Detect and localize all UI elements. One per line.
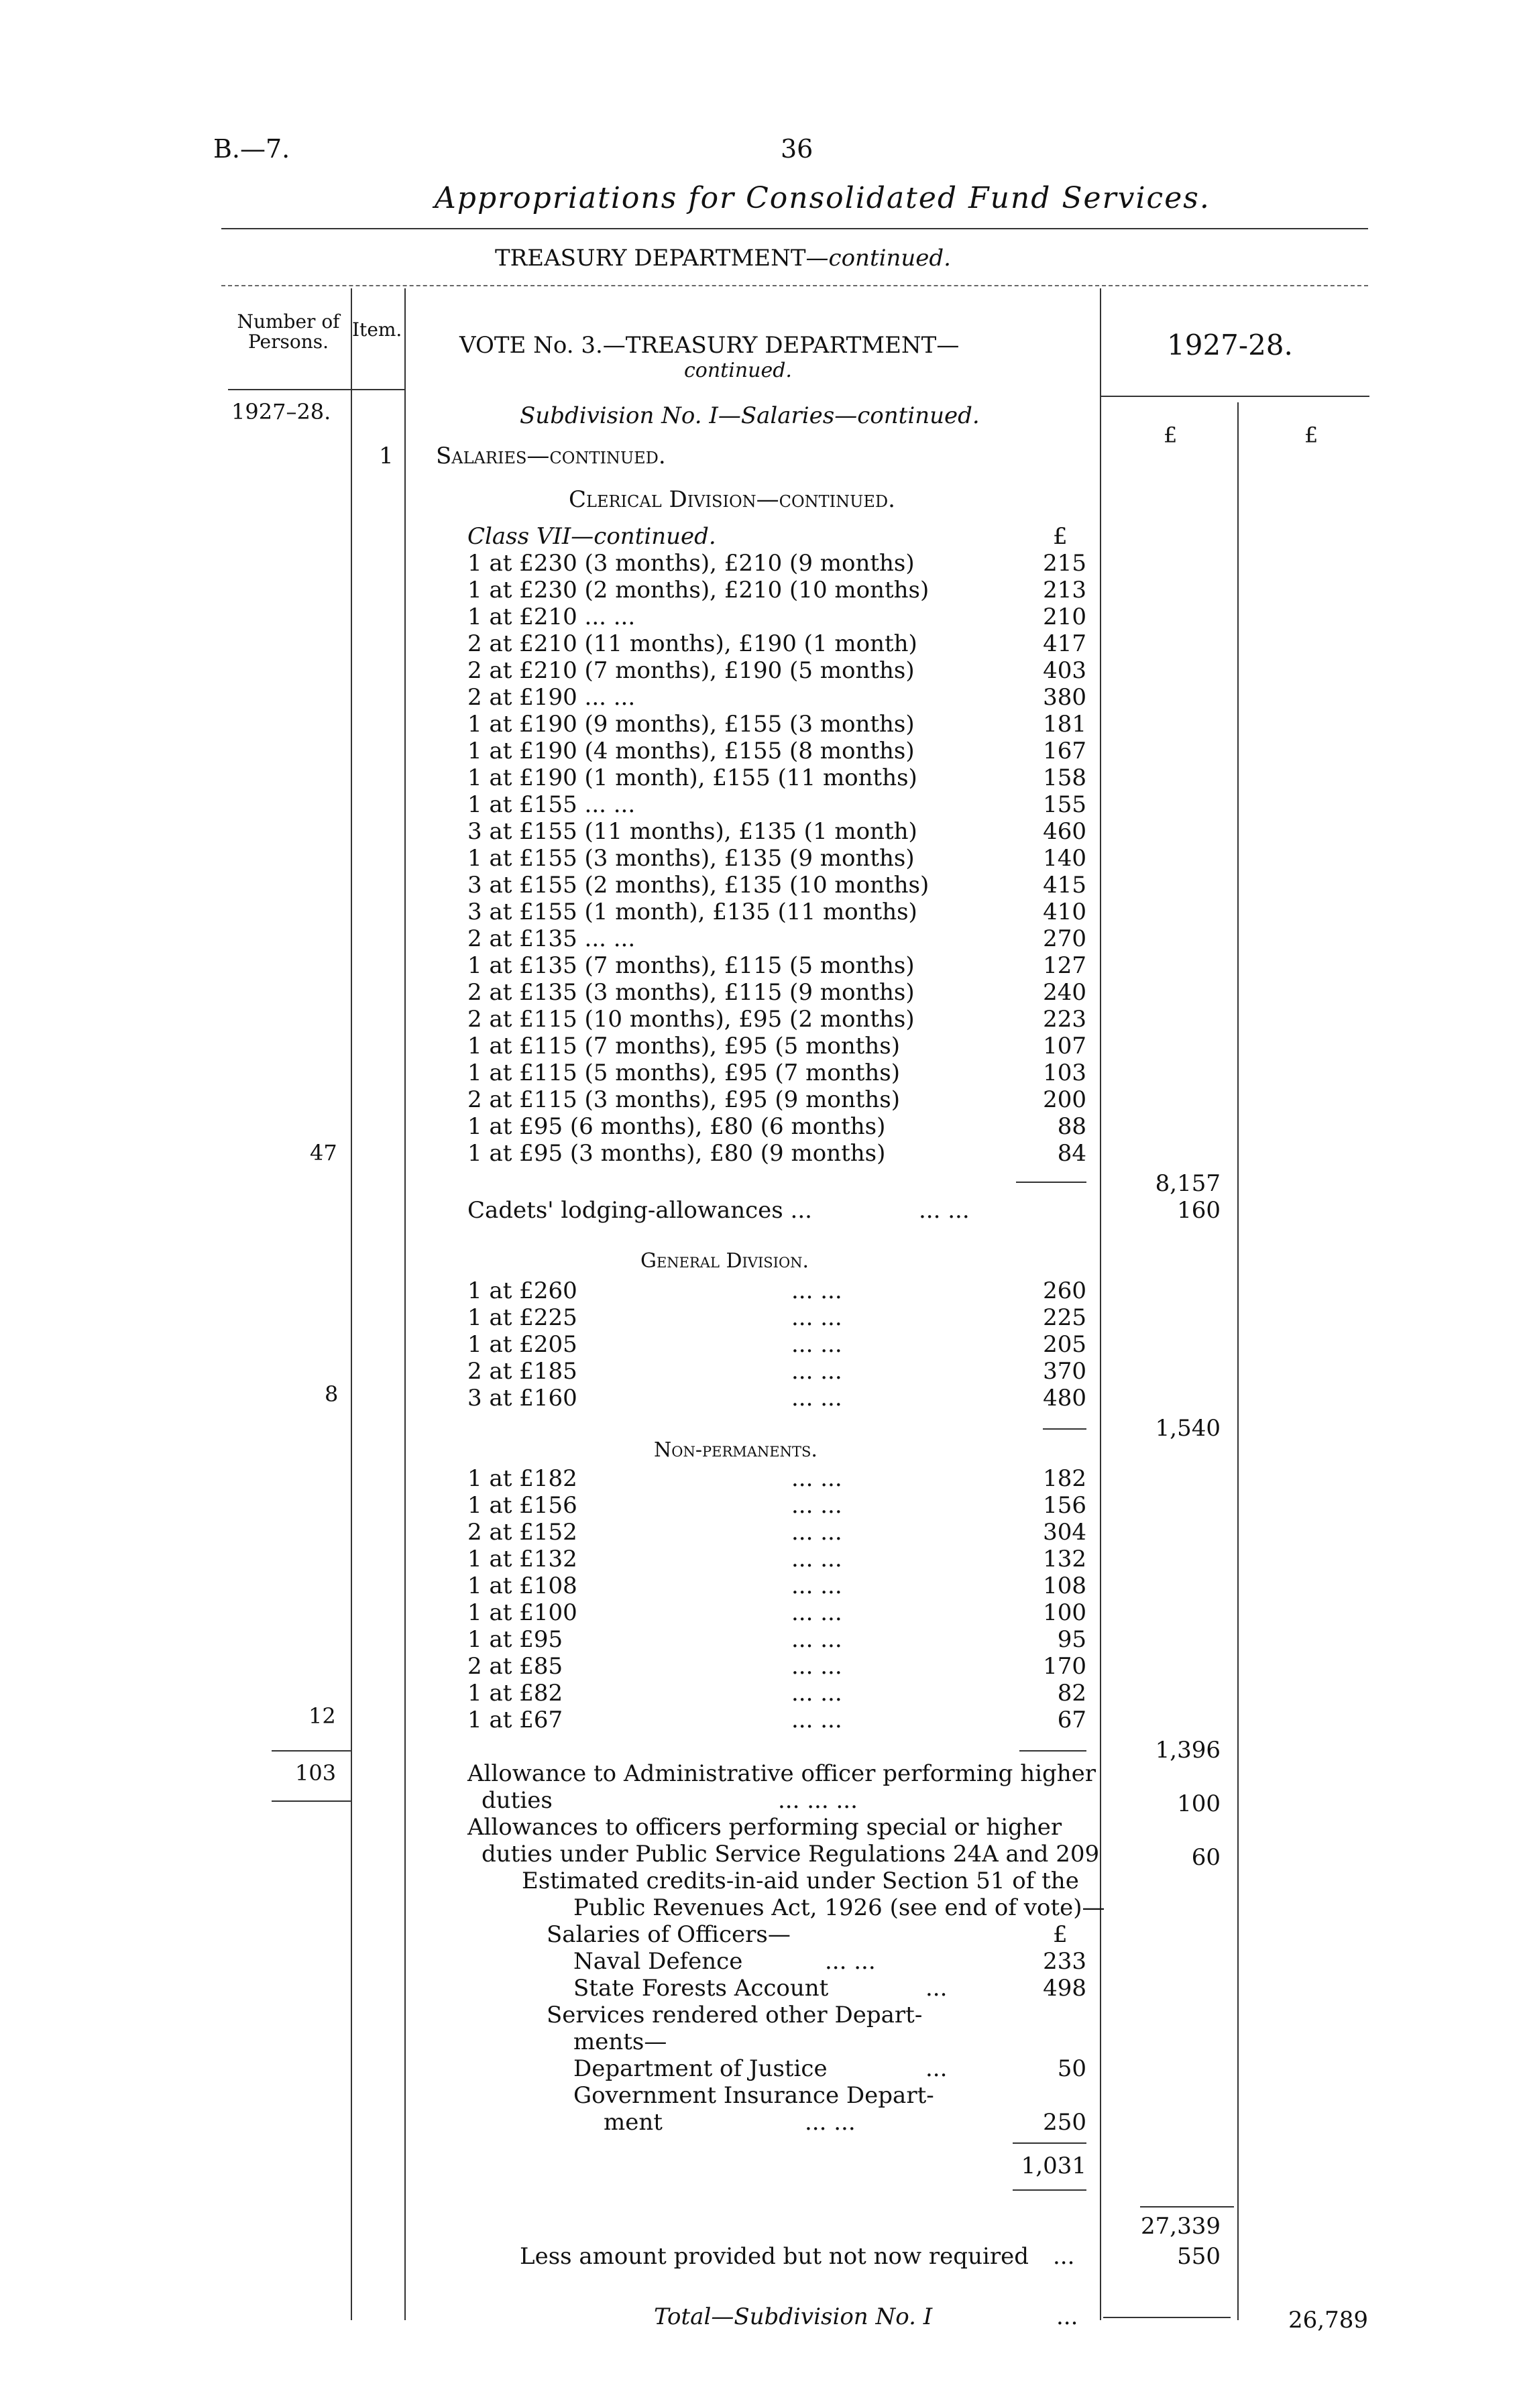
gross-total: 27,339 <box>1141 2213 1221 2240</box>
row-amount: 270 <box>1043 925 1086 952</box>
row-amount: 84 <box>1057 1140 1086 1167</box>
admin-allowance-dots: ... ... ... <box>778 1787 858 1814</box>
rule-desc-year <box>1100 288 1101 2320</box>
cadets-amount: 160 <box>1177 1197 1221 1224</box>
row-amount: 156 <box>1043 1492 1086 1519</box>
pound-header-2: £ <box>1304 422 1318 448</box>
admin-allowance-line2: duties <box>482 1787 553 1814</box>
row-description: 1 at £155 (3 months), £135 (9 months) <box>467 845 915 872</box>
row-amount: 480 <box>1043 1385 1086 1412</box>
row-description: 1 at £67 <box>467 1707 563 1733</box>
row-description: 1 at £135 (7 months), £115 (5 months) <box>467 952 915 979</box>
row-amount: 304 <box>1043 1519 1086 1546</box>
total-rule <box>1103 2317 1231 2318</box>
row-amount: 205 <box>1043 1331 1086 1358</box>
row-amount: 132 <box>1043 1546 1086 1572</box>
department-rule <box>221 285 1368 286</box>
admin-allowance-line1: Allowance to Administrative officer performing higher <box>467 1760 1096 1787</box>
special-allowance-line2: duties under Public Service Regulations 24A and 209 <box>482 1841 1100 1868</box>
row-description: 1 at £95 <box>467 1626 563 1653</box>
less-dots: ... <box>1053 2243 1075 2270</box>
row-amount: 223 <box>1043 1006 1086 1033</box>
year-header-right: 1927-28. <box>1167 329 1293 361</box>
credits-bottom-rule <box>1013 2189 1086 2191</box>
persons-sum-rule <box>272 1750 351 1752</box>
credits-sum-rule <box>1013 2142 1086 2144</box>
row-description: 1 at £156 <box>467 1492 577 1519</box>
clerical-heading: Clerical Division—continued. <box>569 486 895 513</box>
salaries-heading: Salaries—continued. <box>436 443 666 469</box>
row-description: 2 at £115 (3 months), £95 (9 months) <box>467 1086 901 1113</box>
row-dots: ... ... <box>791 1492 842 1519</box>
state-forests-label: State Forests Account <box>573 1975 829 2002</box>
general-persons: 8 <box>325 1381 339 1407</box>
year-header-left: 1927–28. <box>231 399 331 424</box>
row-description: 1 at £132 <box>467 1546 577 1572</box>
row-amount: 410 <box>1043 899 1086 925</box>
row-amount: 127 <box>1043 952 1086 979</box>
rule-item-desc <box>404 288 406 2320</box>
gross-sum-rule <box>1140 2206 1234 2208</box>
row-amount: 158 <box>1043 764 1086 791</box>
row-dots: ... ... <box>791 1572 842 1599</box>
less-amount: 550 <box>1177 2243 1221 2270</box>
row-description: 2 at £85 <box>467 1653 563 1680</box>
row-description: 2 at £115 (10 months), £95 (2 months) <box>467 1006 915 1033</box>
vote-continued: continued. <box>684 359 792 382</box>
class-vii-label: Class VII—continued. <box>467 523 716 550</box>
row-dots: ... ... <box>791 1465 842 1492</box>
row-description: 2 at £210 (7 months), £190 (5 months) <box>467 657 915 684</box>
row-description: 1 at £260 <box>467 1277 577 1304</box>
row-description: 3 at £155 (2 months), £135 (10 months) <box>467 872 929 899</box>
total-persons: 103 <box>295 1760 337 1786</box>
row-amount: 181 <box>1043 711 1086 738</box>
pound-sign-clerical: £ <box>1053 523 1068 550</box>
row-dots: ... ... <box>791 1626 842 1653</box>
pound-header-1: £ <box>1164 422 1178 448</box>
less-label: Less amount provided but not now required <box>520 2243 1029 2270</box>
row-description: 1 at £190 (9 months), £155 (3 months) <box>467 711 915 738</box>
row-description: 1 at £230 (2 months), £210 (10 months) <box>467 577 929 604</box>
rule-year-split <box>1237 402 1239 2320</box>
row-description: 1 at £95 (3 months), £80 (9 months) <box>467 1140 886 1167</box>
row-amount: 170 <box>1043 1653 1086 1680</box>
insurance-line2: ment <box>604 2109 663 2136</box>
row-description: 1 at £115 (7 months), £95 (5 months) <box>467 1033 901 1059</box>
department-heading <box>495 245 951 272</box>
state-forests-amount: 498 <box>1043 1975 1086 2002</box>
row-description: 2 at £135 (3 months), £115 (9 months) <box>467 979 915 1006</box>
row-dots: ... ... <box>791 1680 842 1707</box>
justice-label: Department of Justice <box>573 2055 828 2082</box>
general-sum-rule <box>1043 1428 1086 1430</box>
row-description: 1 at £225 <box>467 1304 577 1331</box>
item-header-rule <box>352 389 404 390</box>
row-amount: 260 <box>1043 1277 1086 1304</box>
justice-amount: 50 <box>1057 2055 1086 2082</box>
title-rule <box>221 228 1368 229</box>
page-number: 36 <box>781 134 813 164</box>
nonperm-heading: Non-permanents. <box>654 1438 818 1462</box>
total-amount: 26,789 <box>1288 2307 1368 2334</box>
row-amount: 460 <box>1043 818 1086 845</box>
nonperm-persons: 12 <box>308 1703 336 1729</box>
insurance-line1: Government Insurance Depart- <box>573 2082 934 2109</box>
item-number: 1 <box>379 443 394 469</box>
row-amount: 417 <box>1043 630 1086 657</box>
row-description: 1 at £95 (6 months), £80 (6 months) <box>467 1113 886 1140</box>
row-amount: 167 <box>1043 738 1086 764</box>
admin-allowance-amount: 100 <box>1177 1790 1221 1817</box>
row-amount: 213 <box>1043 577 1086 604</box>
salaries-of-officers: Salaries of Officers— <box>547 1921 791 1948</box>
clerical-persons: 47 <box>310 1140 337 1165</box>
row-amount: 415 <box>1043 872 1086 899</box>
row-dots: ... ... <box>791 1519 842 1546</box>
row-amount: 215 <box>1043 550 1086 577</box>
row-dots: ... ... <box>791 1358 842 1385</box>
credits-line1: Estimated credits-in-aid under Section 51 of the <box>522 1868 1079 1894</box>
row-amount: 370 <box>1043 1358 1086 1385</box>
department-name: TREASURY DEPARTMENT <box>495 245 806 272</box>
total-persons-rule <box>272 1800 351 1802</box>
row-dots: ... ... <box>791 1385 842 1412</box>
row-description: 1 at £82 <box>467 1680 563 1707</box>
row-amount: 240 <box>1043 979 1086 1006</box>
row-dots: ... ... <box>791 1304 842 1331</box>
cadets-label: Cadets' lodging-allowances ... <box>467 1197 812 1224</box>
row-amount: 103 <box>1043 1059 1086 1086</box>
row-description: 2 at £210 (11 months), £190 (1 month) <box>467 630 917 657</box>
persons-header-rule <box>228 389 351 390</box>
row-dots: ... ... <box>791 1331 842 1358</box>
row-amount: 200 <box>1043 1086 1086 1113</box>
row-description: 1 at £190 (4 months), £155 (8 months) <box>467 738 915 764</box>
row-amount: 108 <box>1043 1572 1086 1599</box>
cadets-dots: ... ... <box>919 1197 970 1224</box>
row-amount: 95 <box>1057 1626 1086 1653</box>
total-label: Total—Subdivision No. I <box>654 2303 933 2330</box>
insurance-amount: 250 <box>1043 2109 1086 2136</box>
row-description: 3 at £155 (1 month), £135 (11 months) <box>467 899 917 925</box>
class-heading <box>467 523 716 550</box>
row-dots: ... ... <box>791 1277 842 1304</box>
pound-sign-credits: £ <box>1053 1921 1068 1948</box>
justice-dots: ... <box>925 2055 948 2082</box>
department-continued: —continued. <box>805 245 951 272</box>
clerical-sum-rule <box>1016 1182 1086 1183</box>
row-amount: 210 <box>1043 604 1086 630</box>
special-allowance-amount: 60 <box>1191 1844 1221 1871</box>
special-allowance-line1: Allowances to officers performing special or higher <box>467 1814 1062 1841</box>
row-amount: 100 <box>1043 1599 1086 1626</box>
naval-defence-dots: ... ... <box>825 1948 876 1975</box>
document-reference: B.—7. <box>213 134 290 164</box>
insurance-dots: ... ... <box>805 2109 856 2136</box>
row-dots: ... ... <box>791 1546 842 1572</box>
row-amount: 182 <box>1043 1465 1086 1492</box>
row-description: 1 at £205 <box>467 1331 577 1358</box>
row-description: 1 at £182 <box>467 1465 577 1492</box>
page-title: Appropriations for Consolidated Fund Services. <box>435 181 1210 215</box>
services-line1: Services rendered other Depart- <box>547 2002 923 2028</box>
row-description: 1 at £108 <box>467 1572 577 1599</box>
row-amount: 155 <box>1043 791 1086 818</box>
row-description: 1 at £210 ... ... <box>467 604 636 630</box>
number-of-persons-header: Number of Persons. <box>237 310 340 353</box>
credits-line2: Public Revenues Act, 1926 (see end of vote)— <box>573 1894 1105 1921</box>
naval-defence-amount: 233 <box>1043 1948 1086 1975</box>
row-amount: 67 <box>1057 1707 1086 1733</box>
credits-total: 1,031 <box>1021 2153 1086 2179</box>
row-description: 1 at £115 (5 months), £95 (7 months) <box>467 1059 901 1086</box>
row-amount: 403 <box>1043 657 1086 684</box>
clerical-total: 8,157 <box>1155 1170 1221 1197</box>
row-description: 2 at £152 <box>467 1519 577 1546</box>
row-amount: 88 <box>1057 1113 1086 1140</box>
vote-title: VOTE No. 3.—TREASURY DEPARTMENT— <box>459 332 960 359</box>
total-dots: ... <box>1056 2303 1078 2330</box>
row-description: 1 at £230 (3 months), £210 (9 months) <box>467 550 915 577</box>
row-amount: 107 <box>1043 1033 1086 1059</box>
subdivision-heading: Subdivision No. I—Salaries—continued. <box>520 402 980 429</box>
row-amount: 380 <box>1043 684 1086 711</box>
row-amount: 82 <box>1057 1680 1086 1707</box>
row-description: 1 at £190 (1 month), £155 (11 months) <box>467 764 917 791</box>
nonperm-sum-rule <box>1019 1750 1086 1752</box>
rule-persons-item <box>351 288 352 2320</box>
row-description: 2 at £185 <box>467 1358 577 1385</box>
nonperm-total: 1,396 <box>1155 1737 1221 1764</box>
naval-defence-label: Naval Defence <box>573 1948 743 1975</box>
state-forests-dots: ... <box>925 1975 948 2002</box>
year-header-rule <box>1101 396 1369 397</box>
row-amount: 225 <box>1043 1304 1086 1331</box>
row-dots: ... ... <box>791 1707 842 1733</box>
row-amount: 140 <box>1043 845 1086 872</box>
row-description: 2 at £135 ... ... <box>467 925 636 952</box>
general-total: 1,540 <box>1155 1415 1221 1442</box>
item-header: Item. <box>352 319 402 341</box>
row-description: 2 at £190 ... ... <box>467 684 636 711</box>
row-description: 3 at £160 <box>467 1385 577 1412</box>
row-dots: ... ... <box>791 1653 842 1680</box>
services-line2: ments— <box>573 2028 667 2055</box>
row-description: 3 at £155 (11 months), £135 (1 month) <box>467 818 917 845</box>
row-description: 1 at £155 ... ... <box>467 791 636 818</box>
general-heading: General Division. <box>640 1249 809 1273</box>
row-description: 1 at £100 <box>467 1599 577 1626</box>
row-dots: ... ... <box>791 1599 842 1626</box>
